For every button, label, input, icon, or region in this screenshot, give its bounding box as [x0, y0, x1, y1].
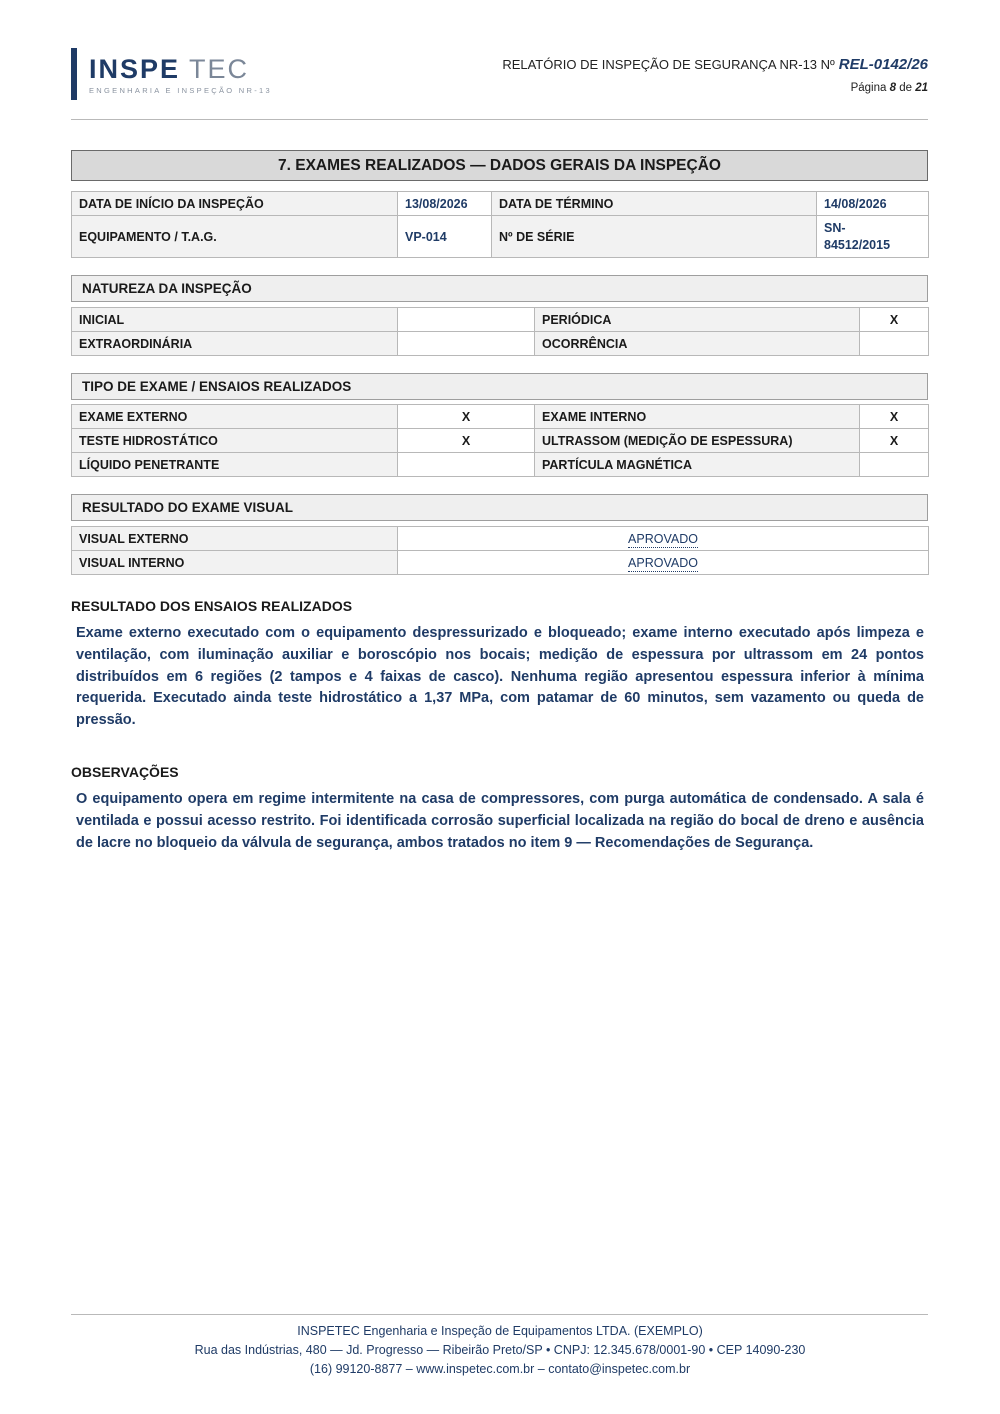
- nature-periodic-checkbox: X: [860, 308, 929, 332]
- nature-occurrence-label: OCORRÊNCIA: [535, 332, 860, 356]
- report-title: RELATÓRIO DE INSPEÇÃO DE SEGURANÇA NR-13 Nº REL-0142/26: [502, 56, 928, 73]
- logo-wordmark: INSPE TEC: [89, 54, 250, 84]
- visual-external-result: APROVADO: [398, 527, 929, 551]
- exam-hydrostatic-label: TESTE HIDROSTÁTICO: [72, 429, 398, 453]
- exam-penetrant-checkbox: [398, 453, 535, 477]
- visual-internal-result: APROVADO: [398, 551, 929, 575]
- logo-tagline: ENGENHARIA E INSPEÇÃO NR-13: [89, 86, 272, 95]
- results-paragraph: Exame externo executado com o equipamento despressurizado e bloqueado; exame interno executado após limpeza e ventilação, com iluminação auxiliar e boroscópio nos bocais; medição de espessura por ultrassom em 24 pontos distribuídos em 6 regiões (2 tampos e 4 faixas de casco). Nenhuma região apresentou espessura inferior à mínima requerida. Executado ainda teste hidrostático a 1,37 MPa, com patamar de 60 minutos, sem vazamento ou queda de pressão.: [76, 625, 924, 729]
- table-row: [72, 308, 929, 332]
- exam-ultrasound-checkbox: X: [860, 429, 929, 453]
- observations-heading: OBSERVAÇÕES: [71, 764, 179, 780]
- visual-section-header: RESULTADO DO EXAME VISUAL: [71, 494, 928, 521]
- table-row: [72, 332, 929, 356]
- nature-extraordinary-label: EXTRAORDINÁRIA: [72, 332, 398, 356]
- exam-external-checkbox: X: [398, 405, 535, 429]
- visual-result-table: [71, 526, 929, 575]
- equipment-tag-value: VP-014: [398, 216, 492, 258]
- exam-hydrostatic-checkbox: X: [398, 429, 535, 453]
- visual-external-label: VISUAL EXTERNO: [72, 527, 398, 551]
- nature-section-header: NATUREZA DA INSPEÇÃO: [71, 275, 928, 302]
- nature-extraordinary-checkbox: [398, 332, 535, 356]
- footer-divider: [71, 1314, 928, 1315]
- serial-number-value: SN- 84512/2015: [817, 216, 929, 258]
- exam-internal-label: EXAME INTERNO: [535, 405, 860, 429]
- nature-initial-label: INICIAL: [72, 308, 398, 332]
- exam-magnetic-checkbox: [860, 453, 929, 477]
- table-row: [72, 527, 929, 551]
- table-row: [72, 453, 929, 477]
- nature-occurrence-checkbox: [860, 332, 929, 356]
- nature-periodic-label: PERIÓDICA: [535, 308, 860, 332]
- exam-internal-checkbox: X: [860, 405, 929, 429]
- observations-paragraph: O equipamento opera em regime intermitente na casa de compressores, com purga automática de condensado. A sala é ventilada e possui acesso restrito. Foi identificada corrosão superficial localizada na região do bocal de dreno e ausência de lacre no bloqueio da válvula de segurança, ambos tratados no item 9 — Recomendações de Segurança.: [76, 791, 924, 851]
- general-data-table: [71, 191, 929, 258]
- table-row: [72, 551, 929, 575]
- header-divider: [71, 119, 928, 120]
- section-title: 7. EXAMES REALIZADOS — DADOS GERAIS DA INSPEÇÃO: [71, 150, 928, 181]
- nature-initial-checkbox: [398, 308, 535, 332]
- nature-table: [71, 307, 929, 356]
- end-date-label: DATA DE TÉRMINO: [492, 192, 817, 216]
- equipment-tag-label: EQUIPAMENTO / T.A.G.: [72, 216, 398, 258]
- table-row: [72, 429, 929, 453]
- footer-contact: (16) 99120-8877 – www.inspetec.com.br – contato@inspetec.com.br: [309, 1362, 691, 1376]
- footer-address: Rua das Indústrias, 480 — Jd. Progresso — Ribeirão Preto/SP • CNPJ: 12.345.678/0001-90 • CEP 14090-230: [194, 1343, 806, 1357]
- start-date-label: DATA DE INÍCIO DA INSPEÇÃO: [72, 192, 398, 216]
- end-date-value: 14/08/2026: [817, 192, 929, 216]
- exam-ultrasound-label: ULTRASSOM (MEDIÇÃO DE ESPESSURA): [535, 429, 860, 453]
- report-number: REL-0142/26: [838, 56, 928, 73]
- visual-internal-label: VISUAL INTERNO: [72, 551, 398, 575]
- results-heading: RESULTADO DOS ENSAIOS REALIZADOS: [71, 598, 353, 614]
- page-counter: Página 8 de 21: [850, 82, 928, 94]
- table-row: [72, 405, 929, 429]
- logo-accent-bar: [71, 48, 77, 100]
- exams-section-header: TIPO DE EXAME / ENSAIOS REALIZADOS: [71, 373, 928, 400]
- exams-table: [71, 404, 929, 477]
- exam-magnetic-label: PARTÍCULA MAGNÉTICA: [535, 453, 860, 477]
- exam-penetrant-label: LÍQUIDO PENETRANTE: [72, 453, 398, 477]
- serial-number-label: Nº DE SÉRIE: [492, 216, 817, 258]
- start-date-value: 13/08/2026: [398, 192, 492, 216]
- footer-company: INSPETEC Engenharia e Inspeção de Equipamentos LTDA. (EXEMPLO): [297, 1324, 703, 1338]
- exam-external-label: EXAME EXTERNO: [72, 405, 398, 429]
